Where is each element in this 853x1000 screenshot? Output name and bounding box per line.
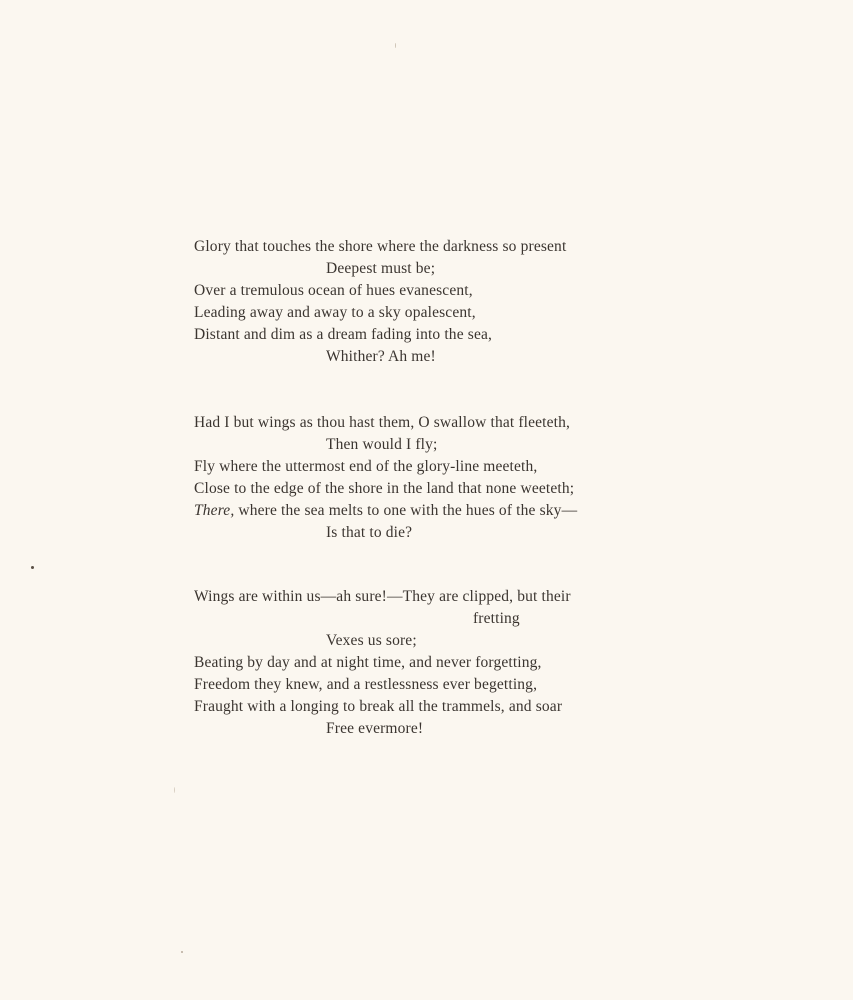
ink-speck (174, 787, 175, 793)
poem-line: Fraught with a longing to break all the trammels, and soar (194, 698, 563, 715)
poem-line: Glory that touches the shore where the darkness so present (194, 238, 567, 255)
poem-line: Deepest must be; (326, 260, 436, 277)
poem-line-continuation: fretting (473, 610, 520, 627)
poem-line: Close to the edge of the shore in the land that none weeteth; (194, 480, 575, 497)
stanza-1 (194, 236, 654, 368)
poem-line: Wings are within us—ah sure!—They are clipped, but their (194, 588, 571, 605)
poem-line: Leading away and away to a sky opalescent, (194, 304, 476, 321)
poem-line: Fly where the uttermost end of the glory-line meeteth, (194, 458, 538, 475)
stanza-2 (194, 412, 654, 544)
ink-speck (395, 43, 396, 48)
poem-line: Distant and dim as a dream fading into the sea, (194, 326, 493, 343)
poem-line: Beating by day and at night time, and never forgetting, (194, 654, 542, 671)
poem-line: Had I but wings as thou hast them, O swallow that fleeteth, (194, 414, 571, 431)
poem-line: Is that to die? (326, 524, 413, 541)
ink-speck (181, 951, 183, 953)
italic-word: There, (194, 502, 235, 519)
stanza-3 (194, 586, 654, 740)
poem-line (194, 500, 654, 522)
ink-speck (31, 566, 34, 569)
poem-line: Then would I fly; (326, 436, 438, 453)
poem-line: Over a tremulous ocean of hues evanescent, (194, 282, 473, 299)
poem-line-rest: where the sea melts to one with the hues of the sky— (234, 502, 578, 519)
poem-line: Vexes us sore; (326, 632, 417, 649)
poem-line: Whither? Ah me! (326, 348, 436, 365)
poem-line: Free evermore! (326, 720, 424, 737)
poem-line: Freedom they knew, and a restlessness ever begetting, (194, 676, 538, 693)
